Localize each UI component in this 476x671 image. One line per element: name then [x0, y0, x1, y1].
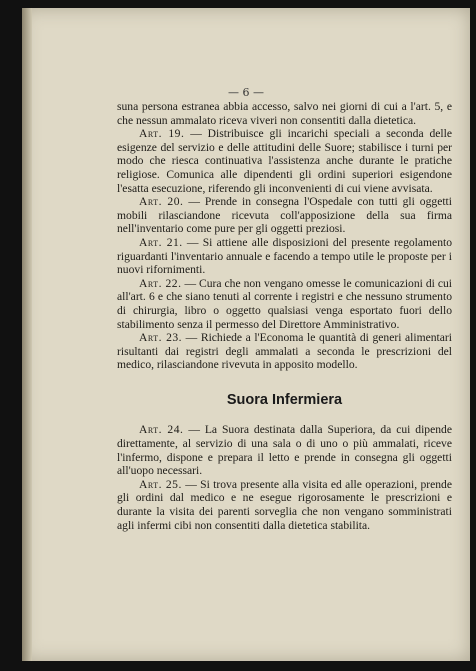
article-body: — Si attiene alle disposizioni del presente regolamento riguardanti l'inventario annuale e facendo a tempo utile le proposte per i nuovi rifornimenti. — [117, 235, 453, 277]
article-body: — Cura che non vengano omesse le comunicazioni di cui all'art. 6 e che siano tenuti al corrente i registri e che nessuno strumento di chirurgia, libro o oggetto qualsiasi venga esportato fuori dello stabilimento senza il permesso del Direttore Amministrativo. — [117, 276, 452, 331]
article-22 — [117, 277, 452, 331]
body-text — [117, 100, 452, 532]
article-25 — [117, 478, 452, 532]
article-19 — [117, 127, 452, 195]
article-21 — [117, 236, 452, 277]
page-number: — 6 — — [228, 86, 264, 99]
article-body: — Richiede a l'Economa le quantità di generi alimentari risultanti dai registri degli ammalati a seconda le prescrizioni del medico, rilasciandone rivevuta in apposito modello. — [117, 331, 453, 372]
article-23 — [117, 331, 452, 372]
article-body: — Si trova presente alla visita ed alle operazioni, prende gli ordini dal medico e ne esegue rigorosamente le prescrizioni e durante la visita dei parenti sorveglia che non vengano somministrati agli infermi cibi non consentiti dalla dietetica stabilita. — [117, 477, 452, 532]
intro-paragraph: suna persona estranea abbia accesso, salvo nei giorni di cui a l'art. 5, e che nessun ammalato riceva viveri non consentiti dalla dietetica. — [117, 100, 452, 127]
article-number: Art. 19. — [139, 127, 185, 141]
article-20 — [117, 195, 452, 236]
section-heading: Suora Infermiera — [226, 391, 343, 408]
article-body: — Distribuisce gli incarichi speciali a seconda delle esigenze del servizio e delle attitudini delle Suore; stabilisce i turni per modo che riesca continuativa l'assistenza anche durante le pratiche religiose. Comunica alle dipendenti gli ordini superiori esigendone l'esatta esecuzione, riferendo gli inconvenienti di cui viene avvisata. — [117, 127, 452, 195]
article-number: Art. 22. — [139, 276, 182, 290]
article-number: Art. 25. — [139, 477, 182, 491]
article-number: Art. 24. — [139, 423, 184, 437]
article-24 — [117, 423, 452, 477]
document-page — [22, 8, 470, 661]
article-body: — Prende in consegna l'Ospedale con tutti gli oggetti mobili rilasciandone ricevuta coll'apposizione della sua firma nell'inventario come pure per gli oggetti preziosi. — [117, 195, 452, 236]
page-spine-shadow — [22, 8, 32, 661]
article-number: Art. 20. — [139, 195, 184, 209]
article-number: Art. 23. — [139, 331, 183, 345]
article-number: Art. 21. — [139, 235, 183, 249]
article-body: — La Suora destinata dalla Superiora, da cui dipende direttamente, al servizio di una sala o di uno o più ammalati, riceve l'infermo, dispone e prepara il letto e prende in consegna gli oggetti all'uopo necessari. — [117, 423, 452, 478]
